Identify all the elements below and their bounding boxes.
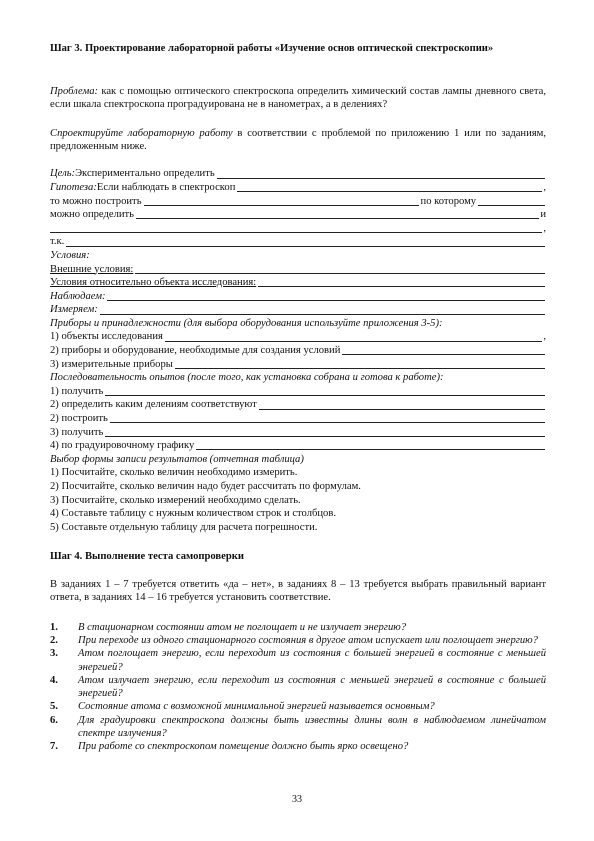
build-label: то можно построить	[50, 195, 142, 207]
equip-3-row	[50, 357, 546, 371]
hypothesis-label: Гипотеза:	[50, 181, 97, 193]
hypothesis-row	[50, 181, 546, 195]
question-number: 4.	[50, 674, 58, 686]
form-label-row	[50, 452, 546, 466]
seq-5-blank[interactable]	[196, 449, 545, 450]
design-label: Спроектируйте лабораторную работу	[50, 128, 233, 139]
build-blank-2[interactable]	[478, 205, 545, 206]
question-item	[50, 634, 546, 647]
seq-4-label: 3) получить	[50, 426, 104, 438]
build-row	[50, 194, 546, 208]
question-list	[50, 621, 546, 753]
goal-text: Экспериментально определить	[75, 168, 215, 180]
form-item-text: 4) Составьте таблицу с нужным количеством строк и столбцов.	[50, 508, 336, 520]
design-paragraph	[50, 127, 546, 153]
seq-3-label: 2) построить	[50, 413, 108, 425]
question-item	[50, 621, 546, 634]
object-label: Условия относительно объекта исследования:	[50, 277, 257, 289]
question-item	[50, 674, 546, 700]
seq-4-row	[50, 425, 546, 439]
form-item	[50, 507, 546, 521]
hypothesis-blank[interactable]	[237, 191, 542, 192]
seq-1-blank[interactable]	[105, 395, 545, 396]
question-item	[50, 714, 546, 740]
form-item	[50, 466, 546, 480]
tk-row	[50, 235, 546, 249]
seq-1-row	[50, 385, 546, 399]
observe-blank[interactable]	[107, 300, 545, 301]
seq-5-label: 4) по градуировочному графику	[50, 440, 195, 452]
page-number: 33	[292, 794, 302, 805]
object-blank[interactable]	[258, 286, 545, 287]
sequence-label: Последовательность опытов (после того, как установка собрана и готова к работе):	[50, 372, 444, 384]
question-text: При работе со спектроскопом помещение должно быть ярко освещено?	[78, 741, 409, 753]
form-item	[50, 480, 546, 494]
question-text: Для градуировки спектроскопа должны быть известны длины волн в наблюдаемом линейчатом спектре излучения?	[78, 714, 546, 739]
seq-1-label: 1) получить	[50, 385, 104, 397]
question-item	[50, 740, 546, 753]
lab-form	[50, 167, 546, 534]
question-number: 2.	[50, 635, 58, 647]
equipment-row	[50, 317, 546, 331]
form-item-text: 2) Посчитайте, сколько величин надо будет рассчитать по формулам.	[50, 481, 361, 493]
tk-label: т.к.	[50, 236, 65, 248]
equip-3-blank[interactable]	[175, 368, 545, 369]
form-item-text: 1) Посчитайте, сколько величин необходимо измерить.	[50, 467, 298, 479]
build-mid-label: по которому	[420, 195, 477, 207]
conditions-row	[50, 249, 546, 263]
form-item	[50, 493, 546, 507]
seq-5-row	[50, 439, 546, 453]
equip-1-row	[50, 330, 546, 344]
and-word: и	[540, 209, 546, 221]
question-text: Состояние атома с возможной минимальной энергией называется основным?	[78, 701, 435, 713]
determine-label: можно определить	[50, 209, 135, 221]
comma: ,	[543, 331, 546, 343]
step3-heading: Шаг 3. Проектирование лабораторной работы «Изучение основ оптической спектроскопии»	[50, 43, 494, 54]
external-label: Внешние условия:	[50, 263, 134, 275]
observe-row	[50, 289, 546, 303]
form-item-text: 5) Составьте отдельную таблицу для расчета погрешности.	[50, 521, 318, 533]
hypothesis-text: Если наблюдать в спектроскоп	[96, 181, 236, 193]
equip-2-blank[interactable]	[342, 354, 545, 355]
equip-2-label: 2) приборы и оборудование, необходимые для создания условий	[50, 345, 341, 357]
equip-2-row	[50, 344, 546, 358]
form-label: Выбор формы записи результатов (отчетная таблица)	[50, 453, 304, 465]
equip-3-label: 3) измерительные приборы	[50, 358, 173, 370]
measure-row	[50, 303, 546, 317]
question-number: 3.	[50, 648, 58, 660]
goal-label: Цель:	[50, 168, 76, 180]
goal-blank[interactable]	[217, 178, 545, 179]
question-number: 1.	[50, 622, 58, 633]
question-item	[50, 647, 546, 673]
seq-4-blank[interactable]	[105, 436, 545, 437]
problem-paragraph	[50, 85, 546, 111]
seq-2-blank[interactable]	[259, 409, 545, 410]
question-text: В стационарном состоянии атом не поглощает и не излучает энергию?	[78, 622, 407, 633]
seq-3-row	[50, 412, 546, 426]
build-blank[interactable]	[144, 205, 419, 206]
measure-label: Измеряем:	[50, 304, 98, 316]
design-text: в соответствии с проблемой по приложению 1 или по заданиям, предложенным ниже.	[50, 128, 546, 153]
step4-intro: В заданиях 1 – 7 требуется ответить «да – нет», в заданиях 8 – 13 требуется выбрать правильный вариант ответа, в заданиях 14 – 16 требуется установить соответствие.	[50, 579, 546, 604]
object-row	[50, 276, 546, 290]
seq-3-blank[interactable]	[110, 422, 545, 423]
external-row	[50, 262, 546, 276]
determine-row	[50, 208, 546, 222]
question-number: 5.	[50, 701, 58, 713]
observe-label: Наблюдаем:	[50, 290, 106, 302]
problem-label: Проблема:	[50, 86, 99, 97]
step4-heading: Шаг 4. Выполнение теста самопроверки	[50, 551, 244, 562]
determine-blank[interactable]	[136, 218, 539, 219]
question-text: Атом излучает энергию, если переходит из состояния с меньшей энергией в состояние с большей энергией?	[78, 674, 546, 700]
problem-text: как с помощью оптического спектроскопа определить химический состав лампы дневного света, если шкала спектроскопа проградуирована не в нанометрах, а в делениях?	[50, 86, 546, 111]
question-number: 6.	[50, 714, 58, 726]
blank-row	[50, 221, 546, 235]
sequence-row	[50, 371, 546, 385]
tk-blank[interactable]	[66, 246, 545, 247]
equipment-label: Приборы и принадлежности (для выбора оборудования используйте приложения 3-5):	[50, 317, 443, 329]
question-text: Атом поглощает энергию, если переходит из состояния с большей энергией в состояние с меньшей энергией?	[78, 648, 546, 673]
conditions-label: Условия:	[50, 249, 90, 261]
comma: ,	[543, 181, 546, 193]
comma: ,	[543, 222, 546, 234]
equip-1-label: 1) объекты исследования	[50, 331, 163, 343]
external-blank[interactable]	[135, 273, 545, 274]
question-item	[50, 700, 546, 713]
measure-blank[interactable]	[100, 314, 545, 315]
form-item	[50, 520, 546, 534]
form-item-text: 3) Посчитайте, сколько измерений необходимо сделать.	[50, 494, 301, 506]
goal-row	[50, 167, 546, 181]
seq-2-row	[50, 398, 546, 412]
full-blank[interactable]	[50, 232, 542, 233]
equip-1-blank[interactable]	[165, 341, 542, 342]
question-text: При переходе из одного стационарного состояния в другое атом испускает или поглощает энергию?	[78, 635, 538, 647]
seq-2-label: 2) определить каким делениям соответствуют	[50, 399, 257, 411]
question-number: 7.	[50, 741, 58, 753]
